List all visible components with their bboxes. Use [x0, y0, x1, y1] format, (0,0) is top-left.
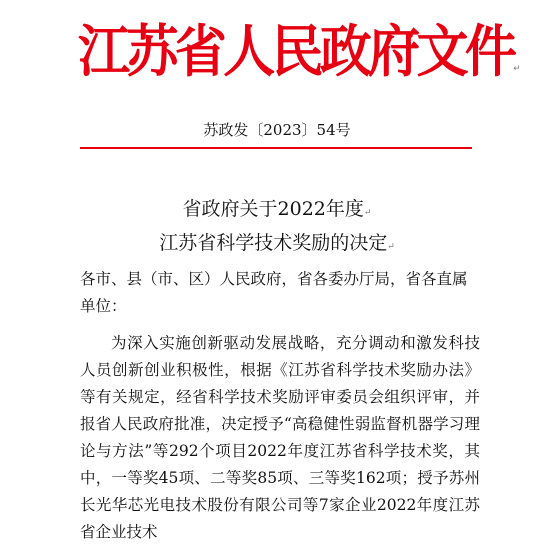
paragraph-mark: ↵	[387, 242, 395, 252]
addressee: 各市、县（市、区）人民政府，省各委办厅局，省各直属单位：	[80, 270, 468, 315]
body-paragraph: 为深入实施创新驱动发展战略，充分调动和激发科技人员创新创业积极性，根据《江苏省科学技术奖励办法》等有关规定，经省科学技术奖励评审委员会组织评审，并报省人民政府批准，决定授予“高稳健性弱监督机器学习理论与方法”等292个项目2022年度江苏省科学技术奖，其中，一等奖45项、二等奖85项、三等奖162项；授予苏州长光华芯光电技术股份有限公司等7家企业2022年度江苏省企业技术	[80, 334, 480, 541]
title-line2-text: 江苏省科学技术奖励的决定	[159, 232, 388, 254]
document-number: 苏政发〔2023〕54号	[203, 121, 351, 139]
paragraph-mark: ↵	[363, 208, 372, 218]
red-divider	[80, 147, 472, 149]
document-title-line2	[0, 231, 554, 259]
document-header	[78, 20, 521, 100]
document-title-line1	[0, 197, 554, 225]
header-title-text: 江苏省人民政府文件	[78, 20, 514, 85]
title-line1-text: 省政府关于2022年度	[182, 198, 364, 220]
edit-mark: ↵	[513, 64, 521, 74]
